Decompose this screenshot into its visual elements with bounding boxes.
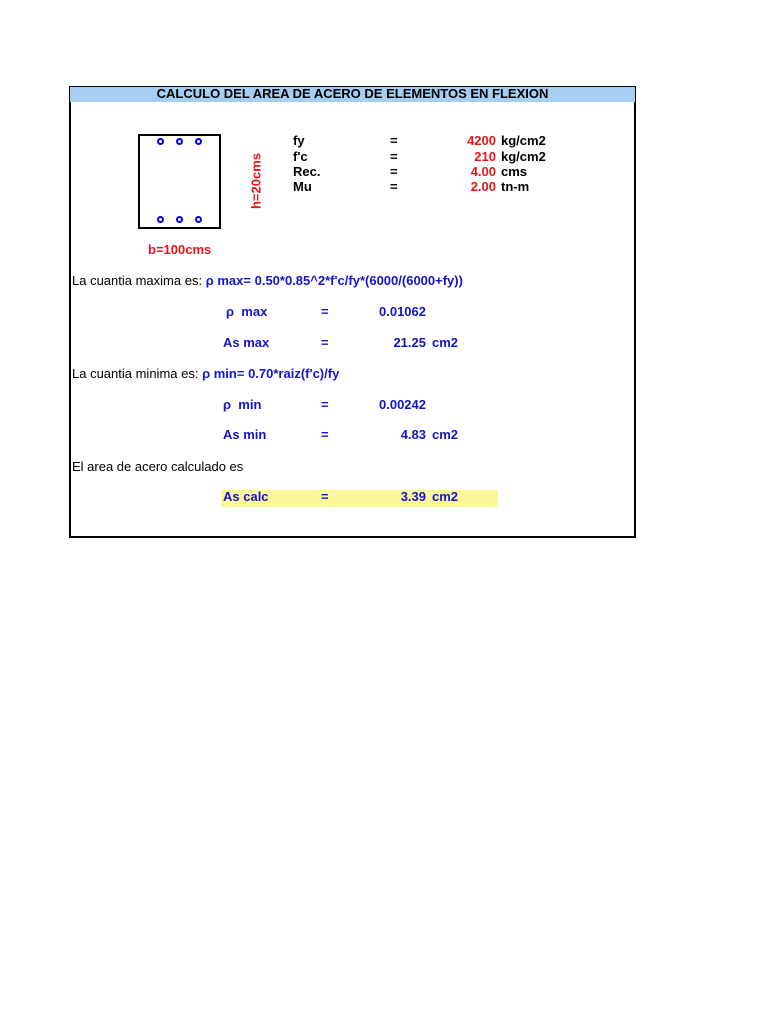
as-min-value: 4.83 <box>400 427 426 442</box>
rho-symbol: ρ <box>205 273 214 288</box>
rebar-bottom-3 <box>195 216 202 223</box>
beam-section-diagram <box>138 134 221 229</box>
min-intro <box>72 366 339 381</box>
rho-max-text: max <box>241 304 268 319</box>
max-intro <box>72 273 463 288</box>
param-name-fc: f'c <box>293 149 308 164</box>
rebar-top-2 <box>176 138 183 145</box>
rebar-bottom-2 <box>176 216 183 223</box>
as-calc-label: As calc <box>223 489 269 504</box>
max-formula: max= 0.50*0.85^2*f'c/fy*(6000/(6000+fy)) <box>217 273 463 288</box>
rebar-top-1 <box>157 138 164 145</box>
width-label: b=100cms <box>148 242 212 257</box>
param-value-rec: 4.00 <box>470 164 496 179</box>
as-calc-value: 3.39 <box>400 489 426 504</box>
page-title: CALCULO DEL AREA DE ACERO DE ELEMENTOS EN FLEXION <box>156 86 549 101</box>
as-calc-unit: cm2 <box>432 489 459 504</box>
rho-min-eq: = <box>321 397 329 412</box>
as-calc-eq: = <box>321 489 329 504</box>
as-min-label: As min <box>223 427 267 442</box>
rebar-bottom-1 <box>157 216 164 223</box>
param-eq-rec: = <box>390 164 398 179</box>
rho-symbol: ρ <box>226 304 235 319</box>
param-name-mu: Mu <box>293 179 312 194</box>
as-max-unit: cm2 <box>432 335 459 350</box>
param-value-fy: 4200 <box>467 133 496 148</box>
param-unit-fc: kg/cm2 <box>501 149 546 164</box>
param-eq-fy: = <box>390 133 398 148</box>
as-min-unit: cm2 <box>432 427 459 442</box>
rho-min-value: 0.00242 <box>379 397 426 412</box>
param-unit-rec: cms <box>501 164 528 179</box>
rho-symbol: ρ <box>223 397 232 412</box>
as-max-label: As max <box>223 335 270 350</box>
param-name-rec: Rec. <box>293 164 321 179</box>
height-label: h=20cms <box>248 152 264 210</box>
min-intro-text: La cuantia minima es: <box>72 366 199 381</box>
rho-max-eq: = <box>321 304 329 319</box>
param-value-fc: 210 <box>474 149 496 164</box>
rho-symbol: ρ <box>202 366 211 381</box>
as-max-eq: = <box>321 335 329 350</box>
rebar-top-3 <box>195 138 202 145</box>
as-min-eq: = <box>321 427 329 442</box>
rho-min-text: min <box>238 397 262 412</box>
rho-min-label <box>223 397 261 412</box>
as-max-value: 21.25 <box>393 335 426 350</box>
param-value-mu: 2.00 <box>470 179 496 194</box>
param-unit-mu: tn-m <box>501 179 530 194</box>
param-eq-fc: = <box>390 149 398 164</box>
param-name-fy: fy <box>293 133 305 148</box>
min-formula: min= 0.70*raiz(f'c)/fy <box>213 366 340 381</box>
param-unit-fy: kg/cm2 <box>501 133 546 148</box>
calc-intro: El area de acero calculado es <box>72 459 244 474</box>
max-intro-text: La cuantia maxima es: <box>72 273 203 288</box>
rho-max-value: 0.01062 <box>379 304 426 319</box>
param-eq-mu: = <box>390 179 398 194</box>
rho-max-label <box>226 304 267 319</box>
